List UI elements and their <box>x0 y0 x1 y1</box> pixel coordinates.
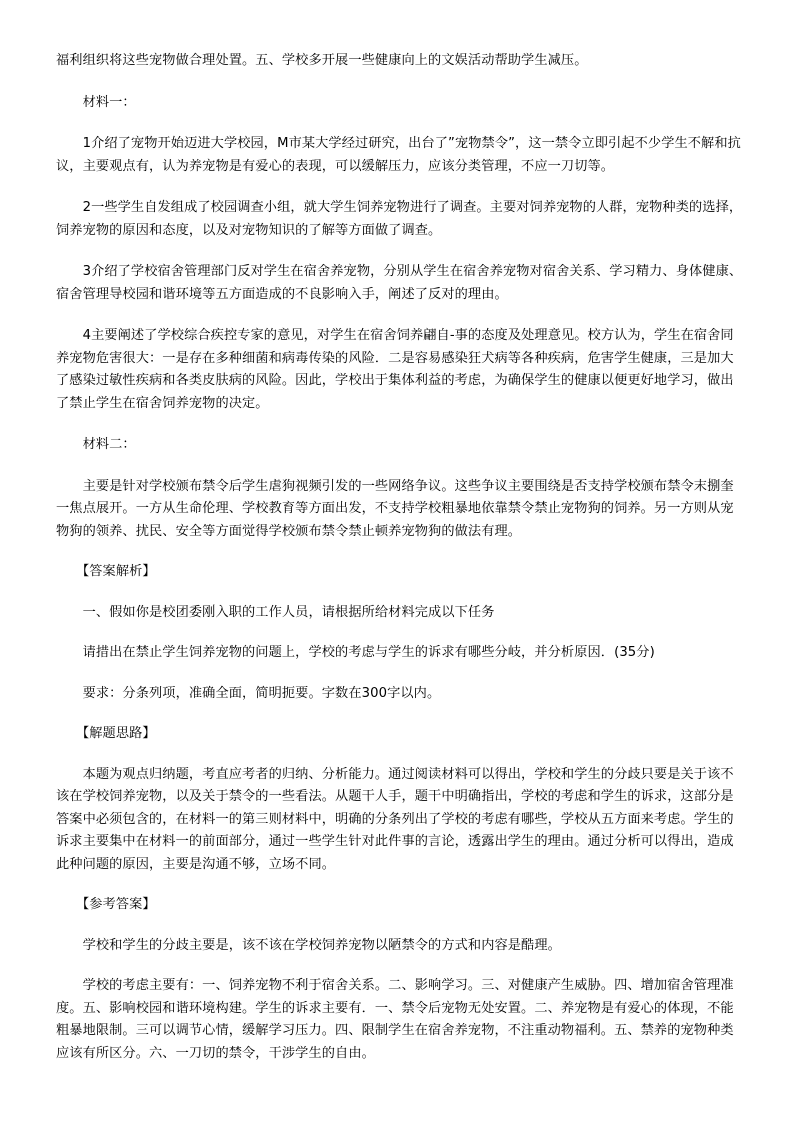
paragraph-material-4: 4主要阐述了学校综合疾控专家的意见，对学生在宿舍饲养翩自-事的态度及处理意见。校方认为，学生在宿舍同养宠物危害很大：一是存在多种细菌和病毒传染的风险．二是容易感染狂犬病等各种疾病，危害学生健康，三是加大了感染过敏性疾病和各类皮肤病的风险。因此，学校出于集体利益的考虑，为确保学生的健康以便更好地学习，做出了禁止学生在宿舍饲养宠物的决定。 <box>56 328 734 411</box>
document-page <box>56 50 746 1065</box>
heading-material-two: 材料二： <box>56 437 136 452</box>
answer-summary: 学校和学生的分歧主要是，该不该在学校饲养宠物以陋禁令的方式和内容是酷理。 <box>56 937 561 953</box>
task-requirements: 要求：分条列项，准确全面，简明扼要。字数在300字以内。 <box>56 685 441 701</box>
task-question: 请措出在禁止学生饲养宠物的问题上，学校的考虑与学生的诉求有哪些分岐，并分析原因．(35分) <box>56 645 655 660</box>
heading-answer-analysis: 【答案解析】 <box>56 564 156 579</box>
answer-details: 学校的考虑主要有：一、饲养宠物不利于宿舍关系。二、影响学习。三、对健康产生威胁。四、增加宿舍管理准度。五、影响校园和谐环境构建。学生的诉求主要有．一、禁令后宠物无处安置。二、养宠物是有爱心的体现，不能粗暴地限制。三可以调节心情，缓解学习压力。四、限制学生在宿舍养宠物，不注重动物福利。五、禁养的宠物种类应该有所区分。六、一刀切的禁令，干涉学生的自由。 <box>56 978 734 1061</box>
task-intro: 一、假如你是校团委刚入职的工作人员，请根据所给材料完成以下任务 <box>56 604 495 620</box>
paragraph-solution-approach: 本题为观点归纳题，考直应考者的归纳、分析能力。通过阅读材料可以得出，学校和学生的分歧只要是关于该不该在学校饲养宠物，以及关于禁令的一些看法。从题干人手，题干中明确指出，学校的考虑和学生的诉求，这部分是答案中必须包含的，在材料一的第三则材料中，明确的分条列出了学校的考虑有哪些，学校从五方面来考虑。学生的诉求主要集中在材料一的前面部分，通过一些学生针对此件事的言论，透露出学生的理由。通过分析可以得出，造成此种问题的原因，主要是沟通不够，立场不同。 <box>56 766 734 872</box>
heading-material-one: 材料一： <box>56 94 136 110</box>
paragraph-continuation: 福利组织将这些宠物做合理处置。五、学校多开展一些健康向上的文娱活动帮助学生减压。 <box>56 53 588 68</box>
paragraph-material-2: 2一些学生自发组成了校园调查小组，就大学生饲养宠物进行了调查。主要对饲养宠物的人群，宠物种类的选择，饲养宠物的原因和态度，以及对宠物知识的了解等方面做了调查。 <box>56 200 743 238</box>
paragraph-material-3: 3介绍了学校宿舍管理部门反对学生在宿舍养宠物，分别从学生在宿舍养宠物对宿舍关系、学习精力、身体健康、宿舍管理导校园和谐环境等五方面造成的不良影响入手，阐述了反对的理由。 <box>56 264 743 302</box>
heading-reference-answer: 【参考答案】 <box>56 897 156 912</box>
paragraph-material-two-body: 主要是针对学校颁布禁令后学生虐狗视频引发的一些网络争议。这些争议主要围绕是否支持学校颁布禁令末捌奎一焦点展开。一方从生命伦理、学校教育等方面出发，不支持学校粗暴地依靠禁令禁止宠物狗的饲养。另一方则从宠物狗的领养、扰民、安全等方面觉得学校颁布禁令禁止顿养宠物狗的做法有理。 <box>56 478 734 539</box>
paragraph-material-1: 1介绍了宠物开始迈进大学校园，M市某大学经过研究，出台了”宠物禁令”，这一禁令立即引起不少学生不解和抗议，主要观点有，认为养宠物是有爱心的表现，可以缓解压力，应该分类管理，不应一刀切等。 <box>56 136 741 174</box>
heading-solution-approach: 【解题思路】 <box>56 726 156 741</box>
